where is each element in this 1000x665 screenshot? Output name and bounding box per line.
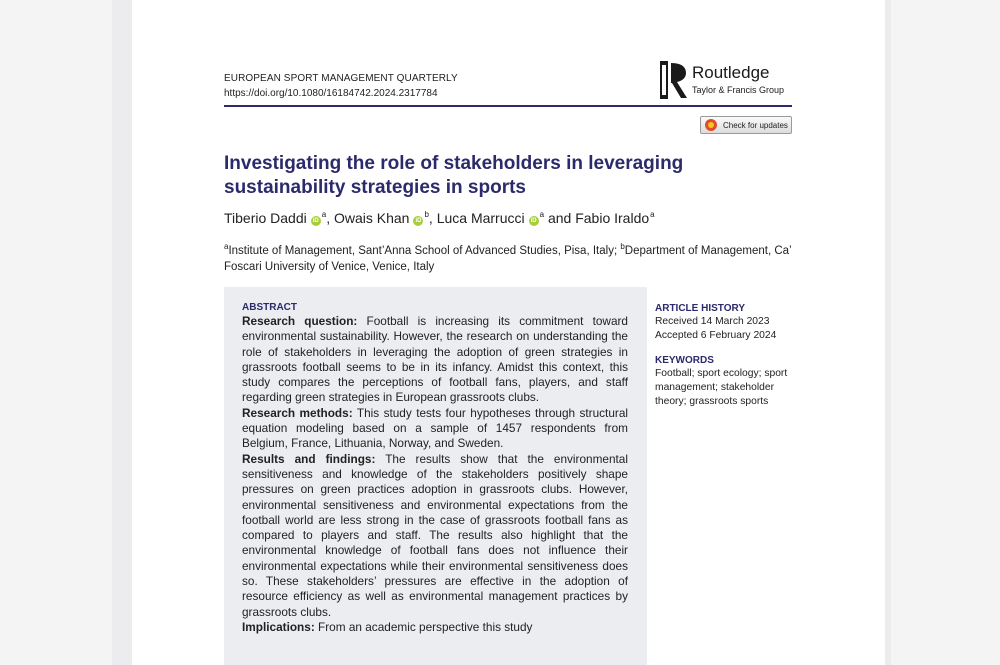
affiliation-b: Department of Management, Ca’ Foscari University of Venice, Venice, Italy xyxy=(224,245,792,273)
paper-title: Investigating the role of stakeholders in leveraging sustainability strategies in sports xyxy=(224,153,684,198)
affiliation-a: Institute of Management, Sant’Anna School of Advanced Studies, Pisa, Italy; xyxy=(228,245,618,257)
affiliation-mark: a xyxy=(224,242,229,251)
abstract-section-label: Results and findings: xyxy=(242,451,376,466)
orcid-icon[interactable]: iD xyxy=(312,218,319,224)
abstract-section-text: The results show that the environmental sensitiveness and knowledge of the stakeholders positively shape pressures on green practices adoption in grassroots clubs. However, environmental sensitiveness and environmental expectations from the football world are less strong in the case of grassroots football fans as compared to players and staff. The results also highlight that the environmental knowledge of football fans does not influence their environmental expectations while their environmental sensitiveness does so. These stakeholders’ pressures are effective in the adoption of resource efficiency as well as environmental management practices by grassroots clubs. xyxy=(242,451,628,619)
affiliations xyxy=(224,239,792,275)
author-name: Owais Khan xyxy=(333,210,410,226)
article-history xyxy=(655,303,795,343)
article-history-heading: ARTICLE HISTORY xyxy=(655,303,746,314)
page-gutter-left xyxy=(112,0,132,665)
pdf-page xyxy=(132,0,885,665)
check-for-updates-button[interactable] xyxy=(700,116,792,134)
affiliation-mark: b xyxy=(620,242,625,251)
journal-name: EUROPEAN SPORT MANAGEMENT QUARTERLY xyxy=(224,73,458,84)
abstract-paragraph xyxy=(242,620,628,635)
abstract-heading: ABSTRACT xyxy=(242,302,297,313)
author-affiliation-mark: a xyxy=(539,210,545,219)
abstract-section-label: Research question: xyxy=(242,314,358,328)
page-content xyxy=(224,0,792,665)
abstract-paragraph xyxy=(242,314,628,406)
page-gutter-right xyxy=(885,0,891,665)
keywords xyxy=(655,355,795,409)
abstract-section-text: From an academic perspective this study xyxy=(318,619,533,634)
abstract-section-label: Implications: xyxy=(242,619,315,634)
publisher-name: Routledge xyxy=(692,63,770,82)
author-affiliation-mark: b xyxy=(424,210,429,219)
publisher-group: Taylor & Francis Group xyxy=(692,85,785,95)
author-affiliation-mark: a xyxy=(650,210,655,219)
publisher-logo xyxy=(660,61,794,101)
crossmark-icon xyxy=(705,119,717,131)
abstract xyxy=(242,302,628,635)
abstract-section-label: Research methods: xyxy=(242,405,353,420)
doi-link[interactable]: https://doi.org/10.1080/16184742.2024.2317784 xyxy=(224,88,438,99)
accepted-date: Accepted 6 February 2024 xyxy=(655,330,777,341)
orcid-icon[interactable]: iD xyxy=(415,218,422,224)
routledge-logo-icon xyxy=(660,61,688,99)
abstract-box xyxy=(224,287,647,665)
orcid-icon[interactable]: iD xyxy=(530,218,537,224)
abstract-paragraph xyxy=(242,452,628,620)
author-affiliation-mark: a xyxy=(321,210,327,219)
keywords-heading: KEYWORDS xyxy=(655,355,714,366)
abstract-paragraph xyxy=(242,406,628,452)
author-separator: and xyxy=(547,210,572,226)
keywords-list: Football; sport ecology; sport management; stakeholder theory; grassroots sports xyxy=(655,368,788,407)
header-rule xyxy=(224,105,792,107)
author-name: Luca Marrucci xyxy=(436,210,525,226)
abstract-section-text: This study tests four hypotheses through structural equation modeling based on a sample of 1457 respondents from Belgium, France, Lithuania, Norway, and Sweden. xyxy=(242,405,628,451)
abstract-section-text: Football is increasing its commitment toward environmental sustainability. However, the research on understanding the role of stakeholders in leveraging the adoption of green strategies in grassroots football seems to be in its infancy. Amidst this context, this study compares the perceptions of football fans, players, and staff regarding green strategies in European grassroots clubs. xyxy=(242,314,628,405)
received-date: Received 14 March 2023 xyxy=(655,316,770,327)
check-for-updates-label: Check for updates xyxy=(723,120,788,130)
article-sidebar xyxy=(655,303,795,421)
author-name: Tiberio Daddi xyxy=(224,210,307,226)
author-list: Tiberio Daddi iD$^a$, Owais Khan iD$^b$, Luca Marrucci iD$^a$ and Fabio Iraldo$^a$ xyxy=(224,210,655,226)
author-name: Fabio Iraldo xyxy=(575,210,650,226)
